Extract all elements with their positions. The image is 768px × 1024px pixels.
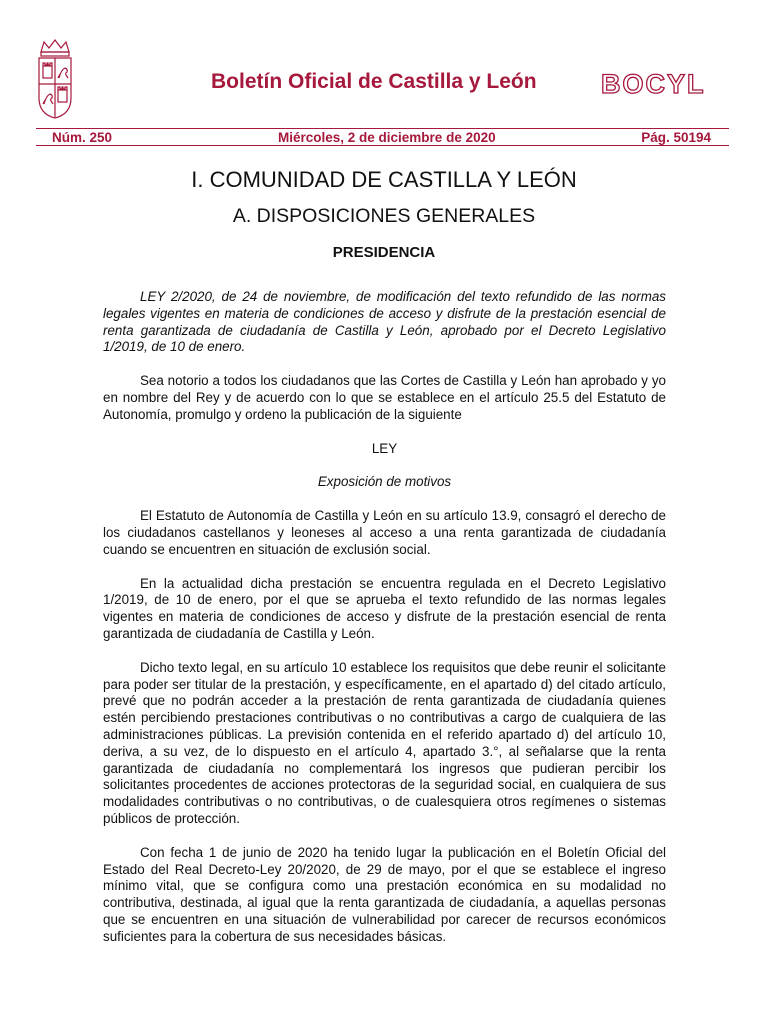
body-paragraph: Con fecha 1 de junio de 2020 ha tenido lugar la publicación en el Boletín Oficial del Estado del Real Decreto-Ley 20/2020, de 29 de mayo, por el que se establece el ingreso mínimo vital, que se configura como una prestación económica en su modalidad no contributiva, destinada, al igual que la renta garantizada de ciudadanía, a aquellas personas que se encuentren en una situación de vulnerabilidad por carecer de recursos económicos suficientes para la cobertura de sus necesidades básicas. xyxy=(103,844,666,944)
bocyl-logo xyxy=(601,70,729,96)
section-heading: I. COMUNIDAD DE CASTILLA Y LEÓN xyxy=(191,167,577,192)
motives-heading: Exposición de motivos xyxy=(317,474,452,490)
bulletin-title: Boletín Oficial de Castilla y León xyxy=(211,70,537,93)
body-paragraph: En la actualidad dicha prestación se encuentra regulada en el Decreto Legislativo 1/2019, de 10 de enero, por el que se aprueba el texto refundido de las normas legales vigentes en materia de condiciones de acceso y disfrute de la prestación esencial de renta garantizada de ciudadanía de Castilla y León. xyxy=(103,575,666,641)
law-title: LEY 2/2020, de 24 de noviembre, de modificación del texto refundido de las normas legales vigentes en materia de condiciones de acceso y disfrute de la prestación esencial de renta garantizada de ciudadanía de Castilla y León, aprobado por el Decreto Legislativo 1/2019, de 10 de enero. xyxy=(103,289,666,355)
promulgation-paragraph: Sea notorio a todos los ciudadanos que las Cortes de Castilla y León han aprobado y yo en nombre del Rey y de acuerdo con lo que se establece en el artículo 25.5 del Estatuto de Autonomía, promulgo y ordeno la publicación de la siguiente xyxy=(103,373,666,422)
department-heading: PRESIDENCIA xyxy=(332,244,436,261)
document-body xyxy=(103,289,666,963)
issue-number: Núm. 250 xyxy=(52,130,113,145)
divider-top xyxy=(36,128,729,129)
body-paragraph: El Estatuto de Autonomía de Castilla y León en su artículo 13.9, consagró el derecho de los ciudadanos castellanos y leoneses al acceso a una renta garantizada de ciudadanía cuando se encuentren en situación de exclusión social. xyxy=(103,508,666,557)
coat-of-arms-icon xyxy=(36,38,74,122)
issue-info-bar xyxy=(36,124,729,146)
body-paragraph: Dicho texto legal, en su artículo 10 establece los requisitos que debe reunir el solicitante para poder ser titular de la prestación, y específicamente, en el apartado d) del citado artículo, prevé que no podrán acceder a la prestación de renta garantizada de ciudadanía quienes estén percibiendo prestaciones contributivas o no contributivas a cargo de cualquiera de las administraciones públicas. La previsión contenida en el referido apartado d) del artículo 10, deriva, a su vez, de lo dispuesto en el artículo 4, apartado 3.°, al señalarse que la renta garantizada de ciudadanía no complementará los ingresos que pudieran percibir los solicitantes procedentes de acciones protectoras de la seguridad social, en cualquiera de sus modalidades contributivas o no contributivas, o de cualesquiera otros regímenes o sistemas públicos de protección. xyxy=(103,659,666,826)
ley-label: LEY xyxy=(371,440,398,456)
page-number: Pág. 50194 xyxy=(641,130,711,145)
divider-bottom xyxy=(36,145,729,146)
issue-date: Miércoles, 2 de diciembre de 2020 xyxy=(278,130,496,145)
subsection-heading: A. DISPOSICIONES GENERALES xyxy=(232,205,536,227)
bocyl-logo-text: BOCYL xyxy=(601,70,706,96)
